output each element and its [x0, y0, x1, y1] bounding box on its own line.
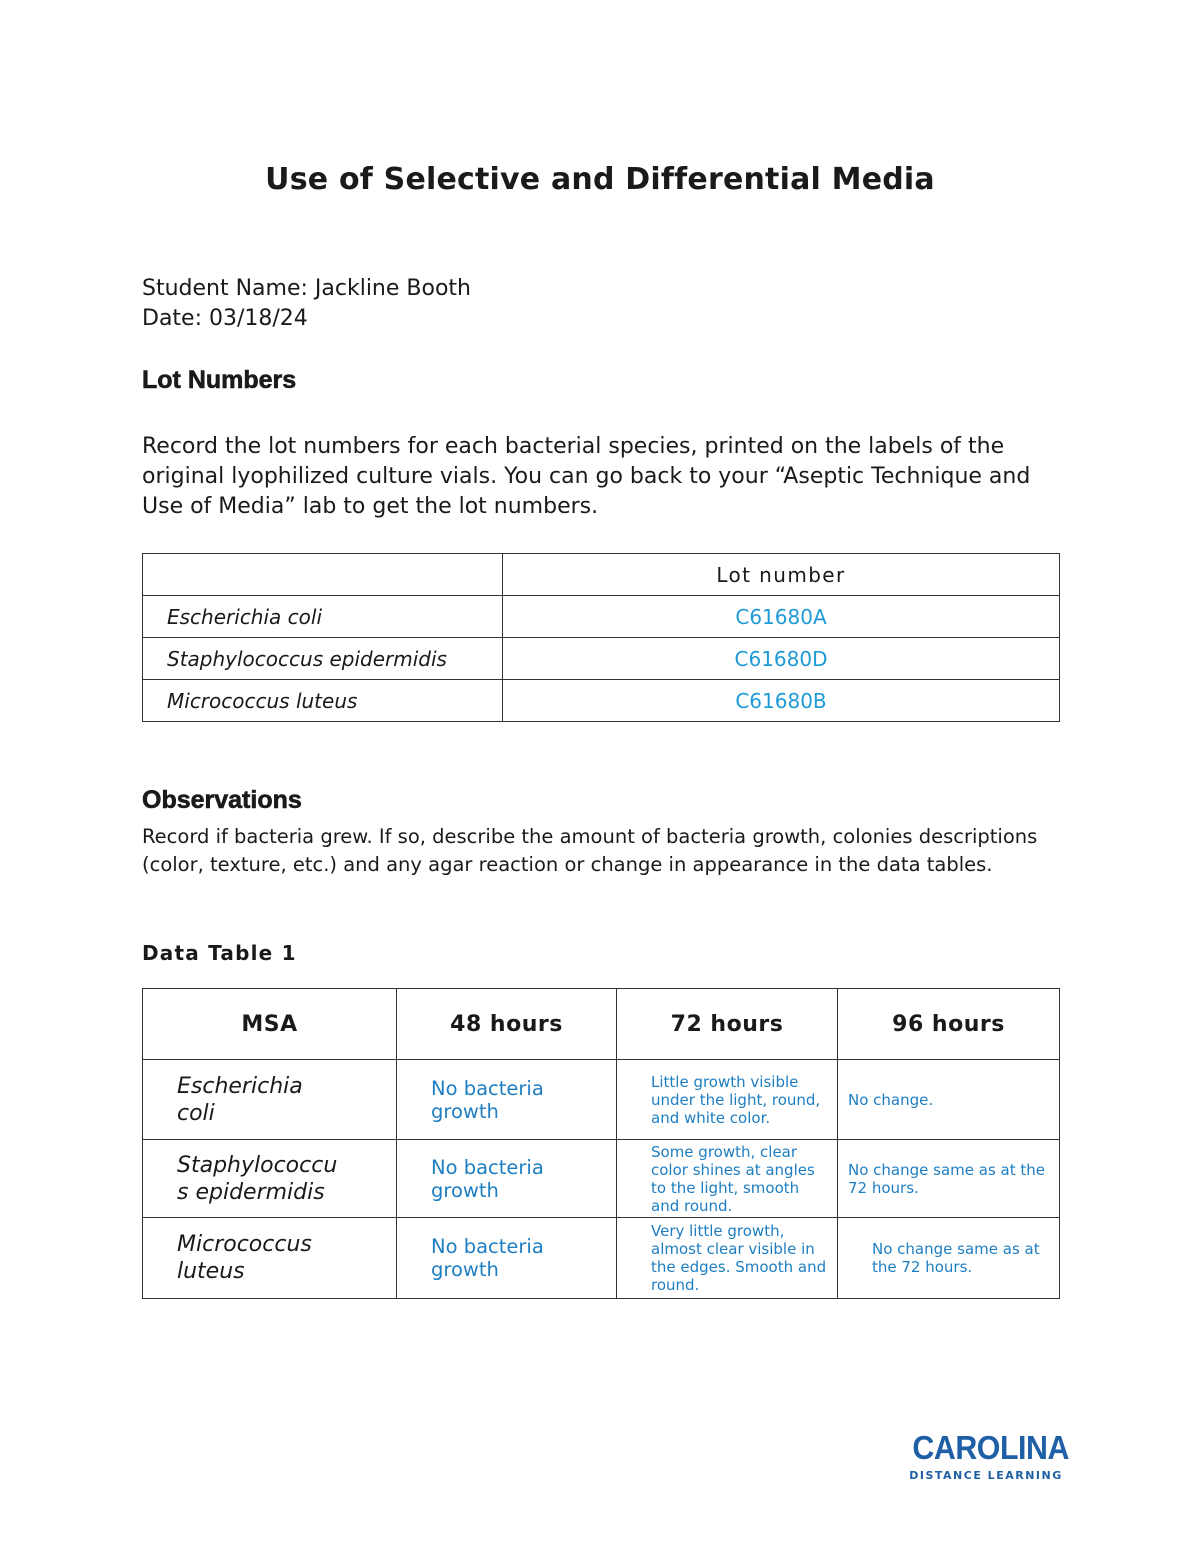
- date: Date: 03/18/24: [142, 306, 308, 331]
- observation-96h: No change same as at the 72 hours.: [838, 1140, 1060, 1218]
- lot-number-value: C61680D: [503, 638, 1060, 680]
- lot-number-table: [142, 553, 1060, 722]
- observation-96h: No change.: [838, 1060, 1060, 1140]
- student-info: [142, 274, 471, 334]
- species-line: s epidermidis: [177, 1179, 325, 1205]
- species-line: Staphylococcu: [177, 1152, 338, 1178]
- table-row: [143, 1140, 1060, 1218]
- data-table-1: [142, 988, 1060, 1299]
- table-row: [143, 638, 1060, 680]
- observation-48h: No bacteria growth: [397, 1218, 617, 1299]
- species-cell: [143, 1218, 397, 1299]
- table-row: [143, 596, 1060, 638]
- student-name: Student Name: Jackline Booth: [142, 276, 471, 301]
- species-cell: [143, 1060, 397, 1140]
- species-name: Escherichia coli: [143, 596, 503, 638]
- species-line: Micrococcus: [177, 1232, 312, 1257]
- lot-number-value: C61680A: [503, 596, 1060, 638]
- species-line: coli: [177, 1100, 215, 1126]
- header-lot-number: Lot number: [503, 554, 1060, 596]
- table-header-row: [143, 989, 1060, 1060]
- table-row: [143, 680, 1060, 722]
- logo-tagline: DISTANCE LEARNING: [909, 1469, 1063, 1482]
- lot-number-value: C61680B: [503, 680, 1060, 722]
- observation-72h: Some growth, clear color shines at angles to the light, smooth and round.: [617, 1140, 838, 1218]
- lot-numbers-instructions: Record the lot numbers for each bacterial species, printed on the labels of the original lyophilized culture vials. You can go back to your “Aseptic Technique and Use of Media” lab to get the lot numbers.: [142, 434, 1031, 519]
- observations-heading: Observations: [142, 786, 302, 814]
- logo-wordmark: CAROLINA: [912, 1429, 1069, 1466]
- table-row: [143, 1060, 1060, 1140]
- header-96-hours: 96 hours: [838, 989, 1060, 1060]
- observation-96h: No change same as at the 72 hours.: [838, 1218, 1060, 1299]
- header-72-hours: 72 hours: [617, 989, 838, 1060]
- lot-numbers-heading: Lot Numbers: [142, 366, 297, 394]
- carolina-logo: [906, 1429, 1069, 1482]
- species-name: Micrococcus luteus: [143, 680, 503, 722]
- table-row: [143, 1218, 1060, 1299]
- species-cell: [143, 1140, 397, 1218]
- observation-48h: No bacteria growth: [397, 1060, 617, 1140]
- header-48-hours: 48 hours: [397, 989, 617, 1060]
- species-line: luteus: [177, 1259, 245, 1284]
- observation-72h: Little growth visible under the light, round, and white color.: [617, 1060, 838, 1140]
- observation-72h: Very little growth, almost clear visible in the edges. Smooth and round.: [617, 1218, 838, 1299]
- observation-48h: No bacteria growth: [397, 1140, 617, 1218]
- page-title: Use of Selective and Differential Media: [265, 162, 935, 197]
- table-header-row: [143, 554, 1060, 596]
- header-blank: [143, 554, 503, 596]
- observations-instructions: Record if bacteria grew. If so, describe the amount of bacteria growth, colonies descriptions (color, texture, etc.) and any agar reaction or change in appearance in the data tables.: [142, 825, 1038, 876]
- data-table-caption: Data Table 1: [142, 941, 297, 965]
- species-name: Staphylococcus epidermidis: [143, 638, 503, 680]
- header-msa: MSA: [143, 989, 397, 1060]
- species-line: Escherichia: [177, 1073, 303, 1099]
